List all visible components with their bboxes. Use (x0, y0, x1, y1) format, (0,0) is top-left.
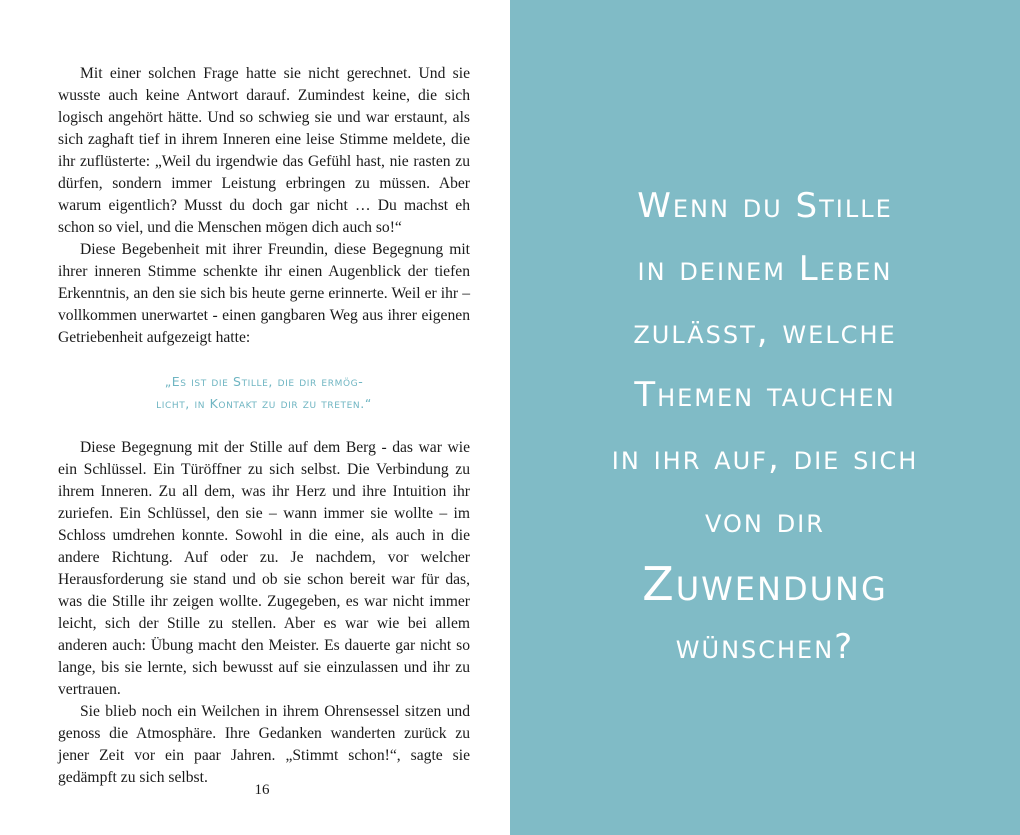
question-line-6: von dir (705, 501, 825, 541)
question-line-8: wünschen? (675, 627, 855, 667)
pull-quote (58, 371, 470, 415)
question-line-4: Themen tauchen (634, 375, 896, 415)
pull-quote-line-2: licht, in Kontakt zu dir zu treten.“ (156, 396, 372, 411)
pull-quote-line-1: „Es ist die Stille, die dir ermög- (164, 374, 364, 389)
paragraph-3: Diese Begegnung mit der Stille auf dem Berg - das war wie ein Schlüssel. Ein Türöffner zu sich selbst. Die Verbindung zu ihrem Inneren. Zu all dem, was ihr Herz und ihre Intuition ihr zuriefen. Ein Schlüssel, den sie – wann immer sie wollte – im Schloss umdrehen konnte. Sowohl in die eine, als auch in die andere Richtung. Auf oder zu. Je nachdem, vor welcher Herausforderung sie stand und ob sie schon bereit war für das, was die Stille ihr zeigen wollte. Zugegeben, es war nicht immer leicht, sich der Stille zu stellen. Aber es war wie bei allem anderen auch: Übung macht den Meister. Es dauerte gar nicht so lange, bis sie lernte, sich bewusst auf sie einzulassen und ihr zu vertrauen. (58, 439, 470, 698)
paragraph-4: Sie blieb noch ein Weilchen in ihrem Ohrensessel sitzen und genoss die Atmosphäre. Ihre Gedanken wanderten zurück zu jener Zeit vor ein paar Jahren. „Stimmt schon!“, sagte sie gedämpft zu sich selbst. (58, 703, 470, 786)
paragraph-2: Diese Begebenheit mit ihrer Freundin, diese Begegnung mit ihrer inneren Stimme schenkte ihr einen Augenblick der tiefen Erkenntnis, an den sie sich bis heute gerne erinnerte. Weil er ihr – vollkommen unerwartet - einen gangbaren Weg aus ihrer eigenen Getriebenheit aufgezeigt hatte: (58, 241, 470, 346)
question-line-7: Zuwendung (642, 557, 888, 611)
paragraph-1: Mit einer solchen Frage hatte sie nicht gerechnet. Und sie wusste auch keine Antwort darauf. Zumindest keine, die sich logisch angehört hätte. Und so schwieg sie und war erstaunt, als sich zaghaft tief in ihrem Inneren eine leise Stimme meldete, die ihr zuflüsterte: „Weil du irgendwie das Gefühl hast, nie rasten zu dürfen, sondern immer Leistung erbringen zu müssen. Aber warum eigentlich? Musst du doch gar nicht … Du machst eh schon so viel, und die Menschen mögen dich auch so!“ (58, 65, 470, 236)
question-line-5: in ihr auf, die sich (611, 438, 919, 478)
body-text (58, 63, 470, 789)
question-line-3: zulässt, welche (633, 312, 897, 352)
page-number: 16 (254, 782, 270, 798)
right-page (510, 0, 1020, 835)
question-line-1: Wenn du Stille (637, 186, 893, 226)
question-line-2: in deinem Leben (637, 249, 893, 289)
featured-question (510, 175, 1020, 679)
